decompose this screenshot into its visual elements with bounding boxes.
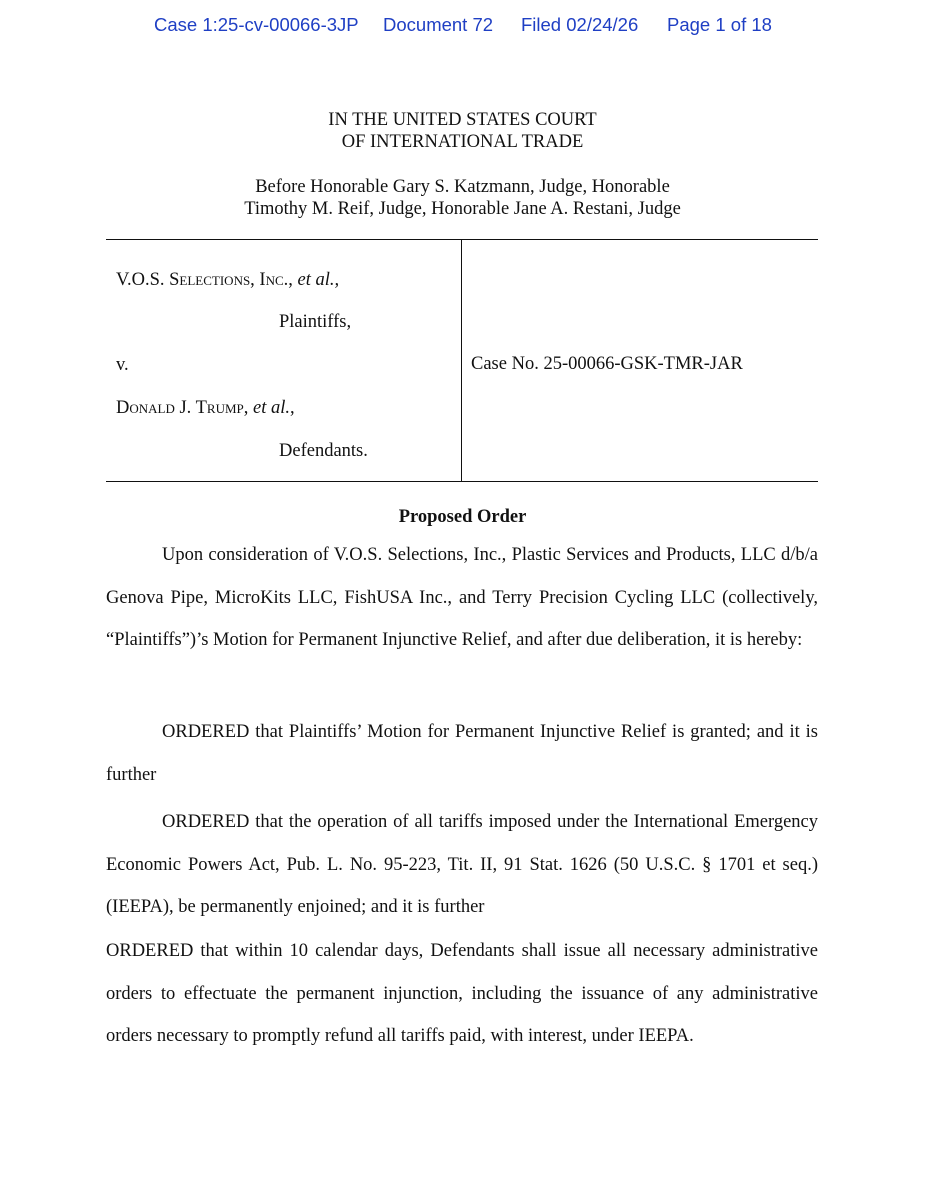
- header-page-count: Page 1 of 18: [667, 14, 772, 35]
- order-paragraph-consideration: Upon consideration of V.O.S. Selections, Inc., Plastic Services and Products, LLC d/b/a Genova Pipe, MicroKits LLC, FishUSA Inc., and Terry Precision Cycling LLC (collectively, “Plaintiffs”)’s Motion for Permanent Injunctive Relief, and after due deliberation, it is hereby:: [106, 545, 818, 650]
- plaintiff-party: V.O.S. Selections, Inc., et al.,: [116, 270, 340, 290]
- defendant-et-al: et al.: [253, 398, 290, 418]
- judges-panel: [0, 176, 925, 220]
- court-name: [0, 109, 925, 153]
- court-name-line-2: OF INTERNATIONAL TRADE: [341, 132, 584, 152]
- header-case-number: Case 1:25-cv-00066-3JP: [154, 14, 359, 35]
- caption-divider: [461, 240, 462, 482]
- order-paragraph-enjoined: ORDERED that the operation of all tariffs imposed under the International Emergency Economic Powers Act, Pub. L. No. 95-223, Tit. II, 91 Stat. 1626 (50 U.S.C. § 1701 et seq.) (IEEPA), be permanently enjoined; and it is further: [106, 812, 818, 917]
- order-paragraph-refund: ORDERED that within 10 calendar days, Defendants shall issue all necessary administrative orders to effectuate the permanent injunction, including the issuance of any administrative orders necessary to promptly refund all tariffs paid, with interest, under IEEPA.: [106, 941, 818, 1046]
- defendant-name: Donald J. Trump: [116, 398, 244, 418]
- plaintiff-et-al: et al.,: [297, 270, 340, 290]
- order-paragraph-granted: ORDERED that Plaintiffs’ Motion for Permanent Injunctive Relief is granted; and it is further: [106, 722, 818, 785]
- header-document-number: Document 72: [383, 14, 494, 35]
- plaintiff-name: V.O.S. Selections, Inc.: [116, 270, 289, 290]
- caption-bottom-rule: [106, 481, 818, 482]
- defendant-party: Donald J. Trump, et al.,: [116, 398, 295, 418]
- court-name-line-1: IN THE UNITED STATES COURT: [328, 110, 597, 130]
- judges-line-1: Before Honorable Gary S. Katzmann, Judge, Honorable: [255, 177, 670, 197]
- plaintiffs-label: Plaintiffs,: [279, 312, 352, 332]
- defendants-label: Defendants.: [279, 441, 368, 461]
- header-filed-date: Filed 02/24/26: [521, 14, 639, 35]
- order-title: Proposed Order: [398, 507, 527, 527]
- judges-line-2: Timothy M. Reif, Judge, Honorable Jane A. Restani, Judge: [244, 199, 681, 219]
- versus: v.: [116, 355, 129, 375]
- caption-top-rule: [106, 239, 818, 240]
- case-number: Case No. 25-00066-GSK-TMR-JAR: [471, 354, 743, 374]
- ecf-header: [0, 14, 925, 40]
